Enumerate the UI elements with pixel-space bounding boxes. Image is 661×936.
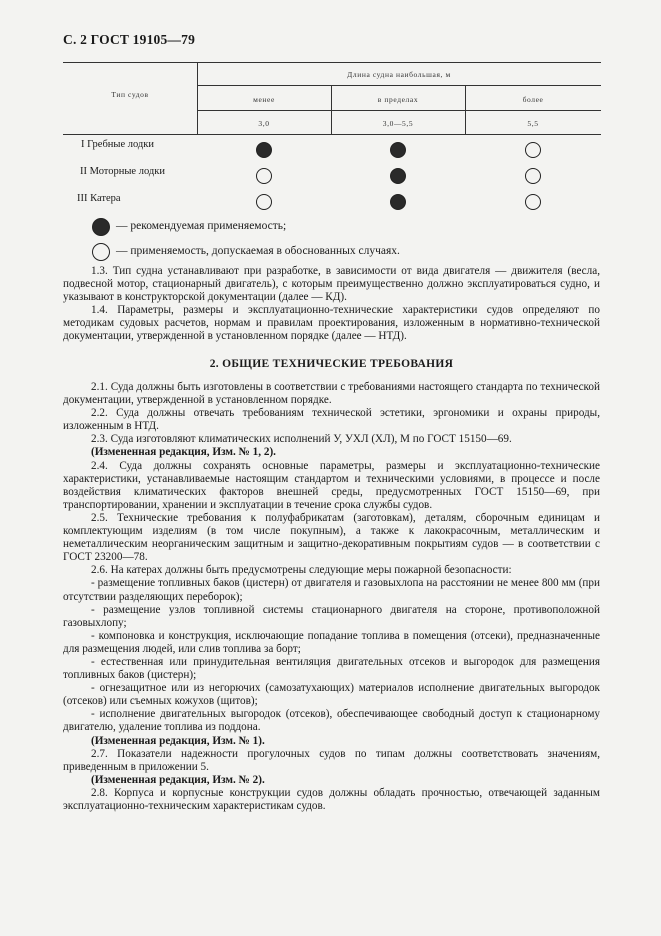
list-item: - размещение узлов топливной системы стационарного двигателя на стороне, противоположной газовыхлопу;: [63, 603, 600, 629]
row-label-rowing-boats: I Гребные лодки: [81, 139, 154, 150]
row-label-cutters: III Катера: [77, 193, 121, 204]
col-label-less: менее: [253, 95, 275, 104]
filled-circle-icon: [92, 218, 110, 236]
empty-circle-icon: [525, 168, 541, 184]
empty-circle-icon: [525, 142, 541, 158]
empty-circle-icon: [525, 194, 541, 210]
list-item: - размещение топливных баков (цистерн) от двигателя и газовыхлопа на расстоянии не менее 800 мм (при отсутствии разделяющих переборок);: [63, 577, 600, 603]
row-label-motor-boats: II Моторные лодки: [80, 166, 165, 177]
paragraph: 2.3. Суда изготовляют климатических исполнений У, УХЛ (ХЛ), М по ГОСТ 15150—69.: [91, 433, 512, 446]
section-title: 2. ОБЩИЕ ТЕХНИЧЕСКИЕ ТРЕБОВАНИЯ: [209, 358, 454, 370]
filled-circle-icon: [390, 194, 406, 210]
empty-circle-icon: [92, 243, 110, 261]
boat-type-table: [63, 62, 601, 212]
legend-filled-text: — рекомендуемая применяемость;: [116, 220, 287, 232]
amendment-note: (Измененная редакция, Изм. № 1, 2).: [91, 446, 276, 459]
paragraph: 2.1. Суда должны быть изготовлены в соответствии с требованиями настоящего стандарта по технической документации, утвержденной в установленном порядке.: [63, 381, 600, 407]
filled-circle-icon: [390, 168, 406, 184]
empty-circle-icon: [256, 194, 272, 210]
col-value-range: 3,0—5,5: [382, 119, 414, 128]
page-header: С. 2 ГОСТ 19105—79: [63, 32, 196, 47]
filled-circle-icon: [390, 142, 406, 158]
col-value-more: 5,5: [527, 119, 539, 128]
list-item: - исполнение двигательных выгородок (отсеков), обеспечивающее свободный доступ к стационарному двигателю, удаление топлива из поддона.: [63, 708, 600, 734]
col-value-less: 3,0: [258, 119, 270, 128]
col-label-range: в пределах: [377, 95, 419, 104]
paragraph: 2.7. Показатели надежности прогулочных судов по типам должны соответствовать значениям, приведенным в приложении 5.: [63, 747, 600, 773]
legend-empty-text: — применяемость, допускаемая в обоснованных случаях.: [116, 245, 400, 257]
row-header: Тип судов: [111, 90, 149, 99]
paragraph: 2.5. Технические требования к полуфабрикатам (заготовкам), деталям, сборочным единицам и комплектующим изделиям (в том числе покупным), а также к лакокрасочным, металлическим и неметаллическим неорганическим защитным и защитно-декоративным покрытиям судов — в соответствии с ГОСТ 23200—78.: [63, 511, 600, 564]
section-1-text: [63, 265, 600, 344]
paragraph: 2.4. Суда должны сохранять основные параметры, размеры и эксплуатационно-технические характеристики, устанавливаемые настоящим стандартом и техническими условиями, в процессе и после воздействия климатических факторов внешней среды, предусмотренных ГОСТ 15150—69, при транспортировании, хранении и эксплуатации в течение срока службы судов.: [63, 459, 600, 511]
paragraph: 1.3. Тип судна устанавливают при разработке, в зависимости от вида двигателя — движителя (весла, подвесной мотор, стационарный двигатель), с которым преимущественно должно эксплуатироваться судно, и указывают в конструкторской документации (далее — КД).: [63, 265, 600, 304]
list-item: - естественная или принудительная вентиляция двигательных отсеков и выгородок для размещения топливных баков (цистерн);: [63, 655, 600, 682]
col-label-more: более: [522, 95, 544, 104]
list-item: - огнезащитное или из негорючих (самозатухающих) материалов исполнение двигательных выгородок (отсеков) или съемных кожухов (щитов);: [63, 682, 600, 708]
paragraph: 2.2. Суда должны отвечать требованиям технической эстетики, эргономики и охраны природы, изложенным в НТД.: [63, 407, 600, 433]
section-2-text: [63, 381, 600, 813]
list-item: - компоновка и конструкция, исключающие попадание топлива в помещения (отсеки), предназначенные для размещения людей, или слив топлива за борт;: [63, 629, 600, 655]
amendment-note: (Измененная редакция, Изм. № 1).: [91, 734, 265, 747]
empty-circle-icon: [256, 168, 272, 184]
paragraph: 1.4. Параметры, размеры и эксплуатационно-технические характеристики судов определяют по методикам судовых расчетов, нормам и правилам проектирования, изложенным в нормативно-технической документации, утвержденной в установленном порядке (далее — НТД).: [63, 304, 600, 343]
column-group-header: Длина судна наибольшая, м: [347, 70, 451, 79]
paragraph: 2.6. На катерах должны быть предусмотрены следующие меры пожарной безопасности:: [91, 564, 512, 577]
filled-circle-icon: [256, 142, 272, 158]
amendment-note: (Измененная редакция, Изм. № 2).: [91, 773, 265, 786]
paragraph: 2.8. Корпуса и корпусные конструкции судов должны обладать прочностью, отвечающей заданным эксплуатационно-техническим характеристикам судов.: [63, 786, 600, 812]
